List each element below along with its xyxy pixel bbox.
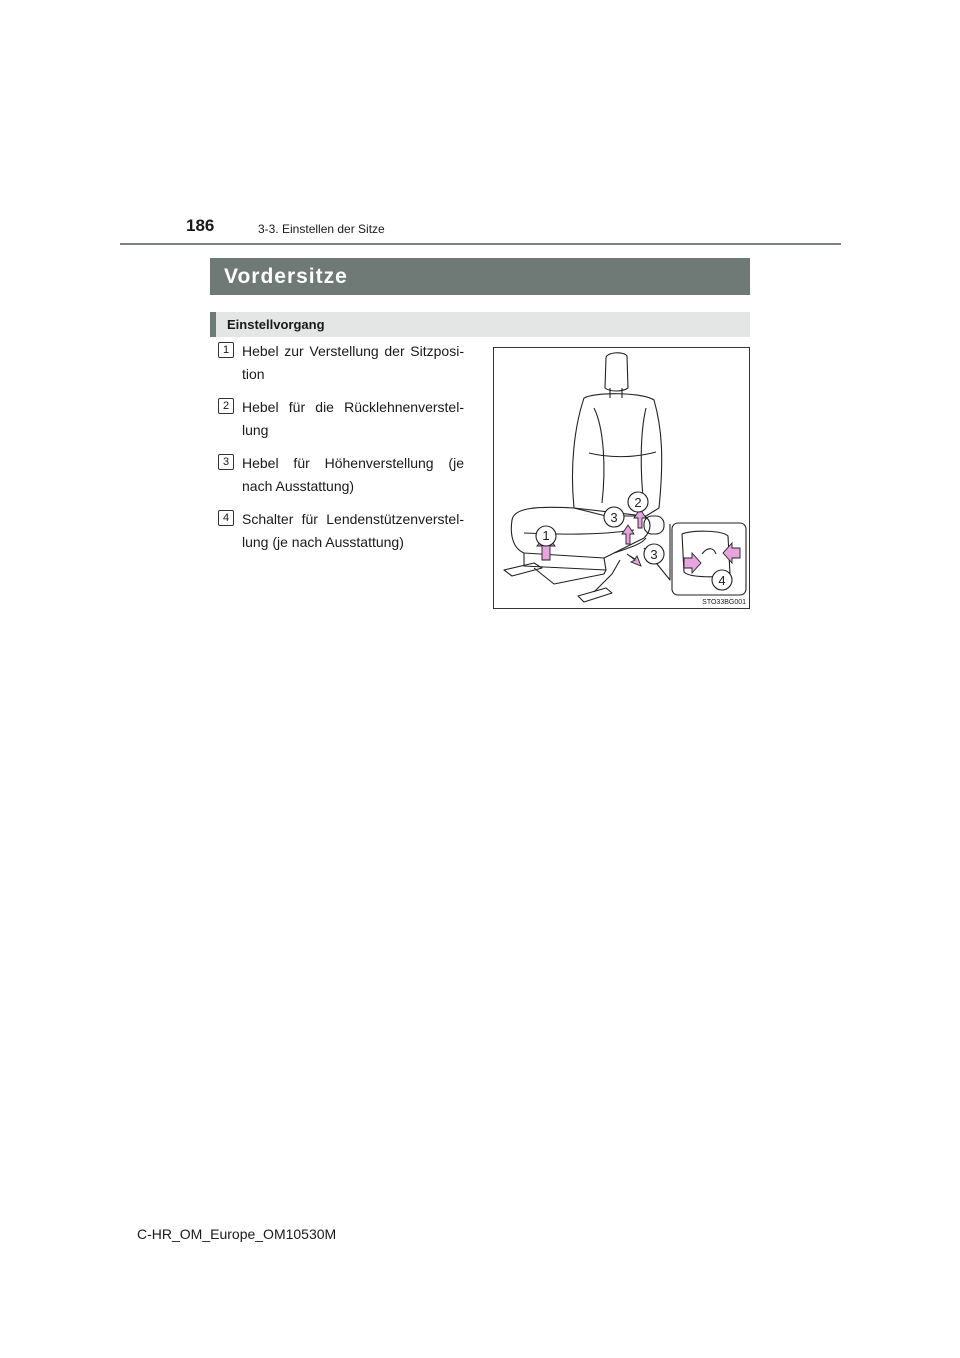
item-text: Hebel für Höhenverstellung (je nach Ausstattung) — [242, 455, 464, 494]
subsection-title: Einstellvorgang — [210, 312, 750, 337]
figure-code: STO33BG001 — [702, 599, 746, 606]
page-number: 186 — [186, 216, 215, 235]
list-item — [218, 396, 464, 442]
footer-document-id: C-HR_OM_Europe_OM10530M — [137, 1226, 337, 1242]
item-number-badge: 3 — [218, 454, 234, 470]
item-number-badge: 2 — [218, 398, 234, 414]
item-number-badge: 1 — [218, 342, 234, 358]
header-divider — [120, 243, 841, 245]
item-text: Hebel zur Verstellung der Sitzposi-tion — [242, 343, 464, 382]
item-text: Schalter für Lendenstützenverstel-lung (je nach Ausstattung) — [242, 511, 464, 550]
callout-label: 3 — [610, 510, 618, 525]
seat-drawing — [494, 348, 749, 608]
seat-illustration — [493, 347, 750, 609]
callout-label: 4 — [718, 573, 726, 588]
item-number-badge: 4 — [218, 510, 234, 526]
list-item — [218, 452, 464, 498]
callout-label: 3 — [650, 547, 658, 562]
chapter-title: Vordersitze — [210, 258, 750, 295]
list-item — [218, 340, 464, 386]
list-item — [218, 508, 464, 554]
callout-label: 1 — [542, 528, 550, 543]
item-text: Hebel für die Rücklehnenverstel-lung — [242, 399, 464, 438]
section-title: 3-3. Einstellen der Sitze — [258, 222, 385, 236]
callout-label: 2 — [634, 495, 642, 510]
instruction-list — [218, 340, 464, 564]
